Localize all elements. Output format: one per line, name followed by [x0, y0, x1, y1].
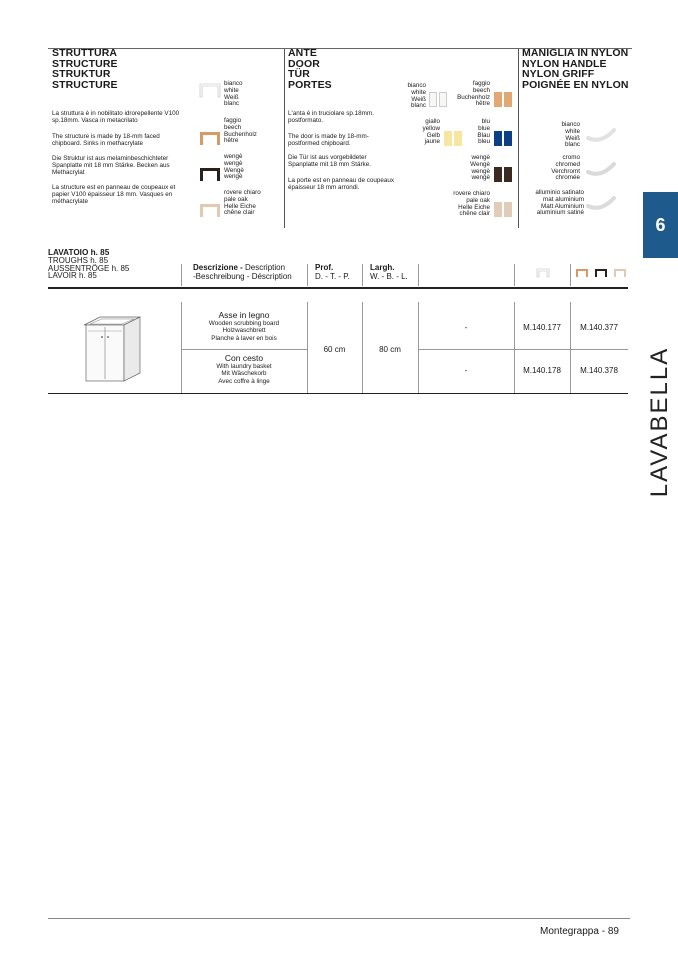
footer-rule — [48, 918, 630, 919]
door-blue-swatch-a — [494, 131, 502, 146]
header-description: Descrizione - Description -Beschreibung - Déscription — [193, 263, 292, 281]
pale-oak-structure-icon — [613, 268, 627, 278]
divider — [570, 302, 571, 393]
row1-dash: - — [464, 323, 468, 332]
pale-oak-frame-swatch — [199, 202, 221, 218]
aluminium-handle-icon — [586, 194, 616, 212]
chrome-handle-icon — [586, 160, 616, 178]
table-row-desc: Asse in legno Wooden scrubbing board Holzwaschbrett Planche à laver en bois — [208, 310, 280, 342]
divider — [307, 264, 308, 286]
structure-finish-beech — [199, 130, 221, 151]
row1-code-color: M.140.377 — [580, 323, 618, 332]
handle-finish-white-label: bianco white Weiß blanc — [561, 121, 580, 149]
beech-structure-icon — [575, 268, 589, 278]
row2-dash: - — [464, 366, 468, 375]
door-wenge-swatch-b — [504, 167, 512, 182]
structure-finish-beech-label: faggio beech Buchenholz hêtre — [224, 117, 257, 145]
structure-desc-it: La struttura è in nobilitato idrorepellente V100 sp.18mm. Vasca in metacrilato — [52, 110, 180, 124]
divider — [570, 264, 571, 286]
door-desc-it: L'anta è in truciolare sp.18mm. postformato. — [288, 110, 374, 124]
row2-code-color: M.140.378 — [580, 366, 618, 375]
door-white-swatch-a — [429, 92, 437, 107]
structure-finish-white — [199, 82, 221, 103]
handle-finish-chrome-label: cromo chromed Verchromt chromée — [551, 154, 580, 182]
door-finish-blue-label: blu blue Blau bleu — [477, 118, 490, 146]
width-value: 80 cm — [379, 345, 401, 354]
structure-desc-en: The structure is made by 18-mm faced chipboard. Sinks in methacrylate — [52, 133, 160, 147]
divider — [181, 264, 182, 286]
door-white-swatch-b — [439, 92, 447, 107]
wenge-structure-icon — [594, 268, 608, 278]
handle-title: MANIGLIA IN NYLON NYLON HANDLE NYLON GRIFF POIGNÉE EN NYLON — [522, 47, 629, 91]
structure-finish-white-label: bianco white Weiß blanc — [224, 80, 243, 108]
structure-finish-pale-oak-label: rovere chiaro pale oak Helle Eiche chêne clair — [224, 189, 261, 217]
divider — [514, 302, 515, 393]
door-pale-oak-swatch-b — [504, 202, 512, 217]
divider — [362, 264, 363, 286]
beech-frame-swatch — [199, 130, 221, 146]
door-pale-oak-swatch-a — [494, 202, 502, 217]
structure-finish-wenge — [199, 166, 221, 187]
white-structure-icon — [536, 268, 550, 278]
table-bottom-rule — [48, 393, 628, 394]
product-line-vertical-title: LAVABELLA — [646, 346, 673, 498]
divider — [418, 349, 628, 350]
divider — [514, 264, 515, 286]
white-frame-swatch — [199, 82, 221, 98]
structure-desc-de: Die Struktur ist aus melaminbeschichteter Spanplatte mit 18 mm Stärke. Becken aus Methacrylat — [52, 155, 170, 176]
door-finish-wenge-label: wengè Wengè wengè wengè — [470, 154, 490, 182]
divider — [181, 349, 307, 350]
door-wenge-swatch-a — [494, 167, 502, 182]
door-section — [288, 48, 516, 228]
white-handle-icon — [586, 126, 616, 144]
structure-finish-wenge-label: wengè wengè Wengè wengè — [224, 153, 244, 181]
door-title: ANTE DOOR TÜR PORTES — [288, 47, 332, 91]
laundry-trough-cabinet-image — [80, 313, 144, 385]
table-title: LAVATOIO h. 85 TROUGHS h. 85 AUSSENTRÖGE h. 85 LAVOIR h. 85 — [48, 248, 130, 281]
divider — [418, 302, 419, 393]
depth-value: 60 cm — [323, 345, 346, 354]
door-beech-swatch-a — [494, 92, 502, 107]
structure-finish-pale-oak — [199, 202, 221, 223]
structure-desc-fr: La structure est en panneau de coupeaux et papier V100 épaisseur 18 mm. Vasques en méthacrylate — [52, 184, 176, 205]
table-header-rule — [48, 287, 628, 289]
row1-code-white: M.140.177 — [523, 323, 561, 332]
section-number-tab: 6 — [643, 192, 678, 258]
table-row-desc: Con cesto With laundry basket Mit Wäschekorb Avec coffre à linge — [216, 353, 272, 385]
door-finish-yellow-label: giallo yellow Gelb jaune — [422, 118, 440, 146]
wenge-frame-swatch — [199, 166, 221, 182]
door-blue-swatch-b — [504, 131, 512, 146]
door-finish-pale-oak-label: rovere chiaro pale oak Helle Eiche chêne clair — [453, 190, 490, 218]
header-width: Largh. W. - B. - L. — [370, 263, 408, 281]
handle-finish-aluminium-label: alluminio satinato mat aluminium Matt Aluminium aluminium satiné — [535, 189, 584, 217]
structure-section — [52, 48, 282, 228]
header-depth: Prof. D. - T. - P. — [315, 263, 350, 281]
door-finish-beech-label: faggio beech Buchenholz hêtre — [457, 80, 490, 108]
structure-title: STRUTTURA STRUCTURE STRUKTUR STRUCTURE — [52, 47, 118, 91]
row2-code-white: M.140.178 — [523, 366, 561, 375]
page-footer: Montegrappa - 89 — [540, 926, 619, 937]
door-desc-fr: La porte est en panneau de coupeaux épaisseur 18 mm arrondi. — [288, 177, 395, 191]
door-desc-de: Die Tür ist aus vorgebildeter Spanplatte mit 18 mm Stärke. — [288, 154, 371, 168]
divider — [418, 264, 419, 286]
door-desc-en: The door is made by 18-mm-postformed chipboard. — [288, 133, 369, 147]
door-finish-white-label: bianco white Weiß blanc — [407, 82, 426, 110]
door-beech-swatch-b — [504, 92, 512, 107]
handle-section — [522, 48, 632, 228]
